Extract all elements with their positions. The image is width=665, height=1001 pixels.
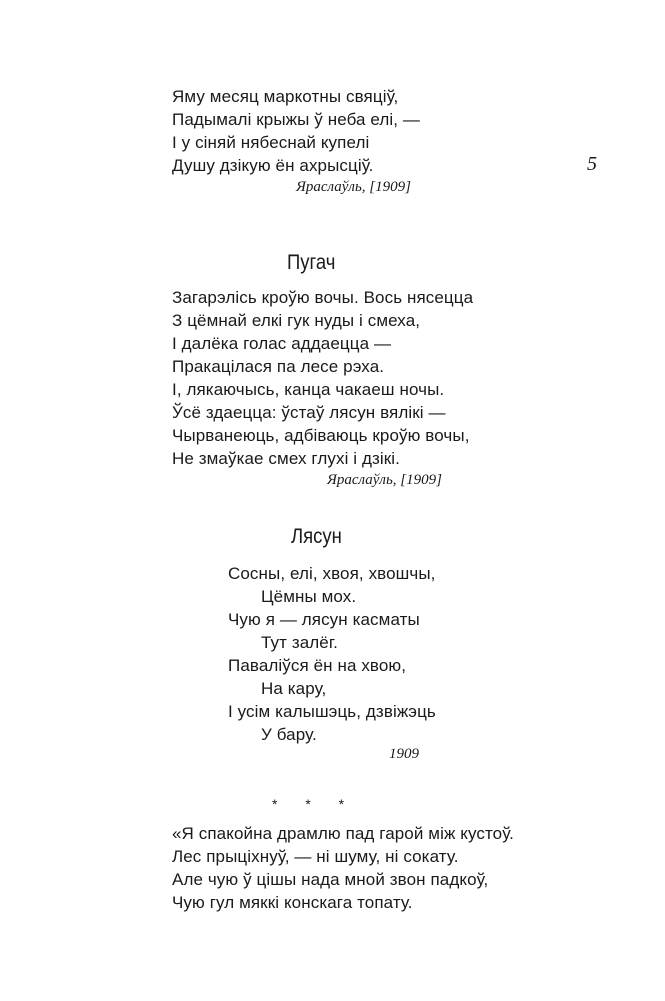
poem3-signature: 1909	[389, 746, 419, 762]
poem2-line-5: І, лякаючысь, канца чакаеш ночы.	[172, 380, 445, 399]
poem2-signature: Яраслаўль, [1909]	[327, 472, 442, 488]
poem3-line-3: Чую я — лясун касматы	[228, 610, 420, 629]
poem2-line-1: Загарэлісь кроўю вочы. Вось нясецца	[172, 288, 474, 307]
section-separator: * * *	[272, 796, 357, 812]
poem2-line-8: Не змаўкае смех глухі і дзікі.	[172, 449, 401, 468]
poem3-line-8: У бару.	[261, 725, 317, 744]
page-number: 5	[587, 153, 597, 175]
poem3-title: Лясун	[291, 525, 342, 548]
poem2-line-6: Ўсё здаецца: ўстаў лясун вялікі —	[172, 403, 446, 422]
poem3-line-4: Тут залёг.	[261, 633, 338, 652]
poem2-line-2: З цёмнай елкі гук нуды і смеха,	[172, 311, 421, 330]
poem2-title: Пугач	[287, 251, 336, 274]
poem2-line-7: Чырванеюць, адбіваюць кроўю вочы,	[172, 426, 470, 445]
poem1-line-1: Яму месяц маркотны свяціў,	[172, 87, 399, 106]
poem3-line-1: Сосны, елі, хвоя, хвошчы,	[228, 564, 436, 583]
poem4-line-4: Чую гул мяккі конскага топату.	[172, 893, 413, 912]
poem1-signature: Яраслаўль, [1909]	[296, 179, 411, 195]
poem3-line-7: І усім калышэць, дзвіжэць	[228, 702, 436, 721]
poem1-line-4: Душу дзікую ён ахрысціў.	[172, 156, 374, 175]
poem3-line-6: На кару,	[261, 679, 327, 698]
poem4-line-1: «Я спакойна драмлю пад гарой між кустоў.	[172, 824, 514, 843]
poem4-line-2: Лес прыціхнуў, — ні шуму, ні сокату.	[172, 847, 459, 866]
poem1-line-3: І у сіняй нябеснай купелі	[172, 133, 370, 152]
poem3-line-2: Цёмны мох.	[261, 587, 357, 606]
poem2-line-3: І далёка голас аддаецца —	[172, 334, 392, 353]
poem1-line-2: Падымалі крыжы ў неба елі, —	[172, 110, 421, 129]
poem3-line-5: Паваліўся ён на хвою,	[228, 656, 407, 675]
poem4-line-3: Але чую ў цішы нада мной звон падкоў,	[172, 870, 489, 889]
poem2-line-4: Пракацілася па лесе рэха.	[172, 357, 385, 376]
